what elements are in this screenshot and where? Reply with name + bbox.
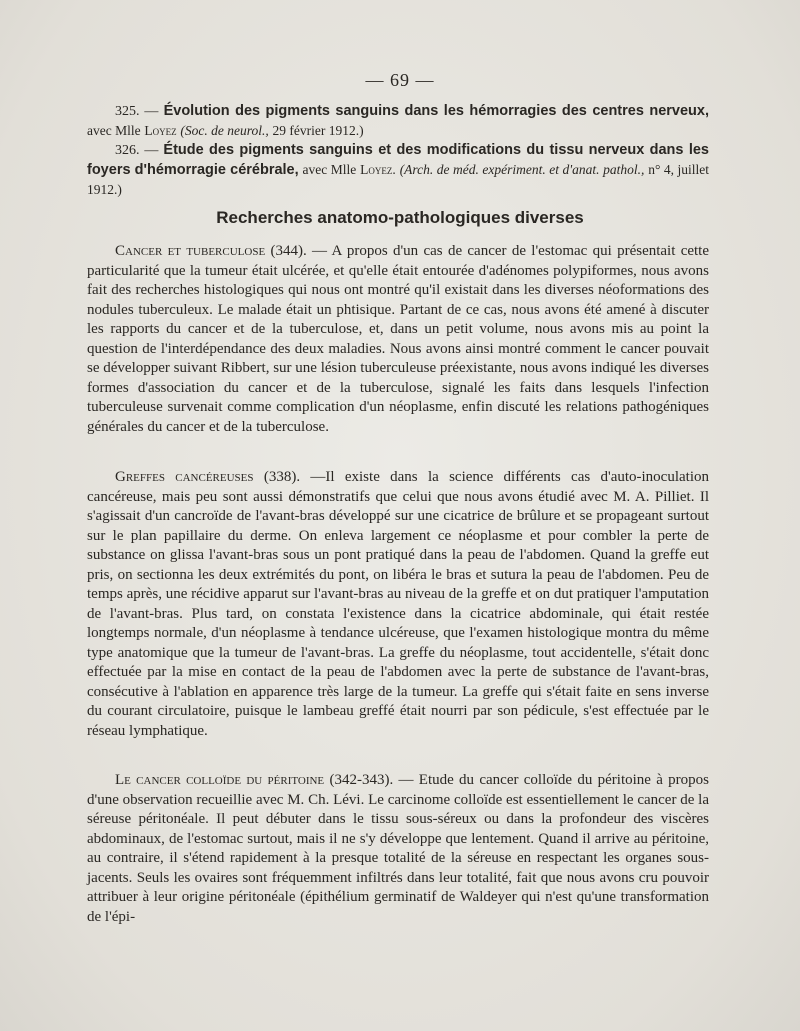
reference-date: n° 4, juillet 1912.): [87, 162, 710, 197]
reference-title: Évolution des pigments sanguins dans les hémorragies des centres nerveux,: [163, 103, 709, 119]
reference-coauthor-prefix: avec Mlle: [302, 162, 357, 177]
reference-number: 326. —: [115, 143, 159, 158]
paragraph-body: —Il existe dans la science différents cas d'auto-inoculation cancéreuse, mais peu sont aussi démonstratifs que celui que nous avons étudié avec M. A. Pilliet. Il s'agissait d'un cancroïde de l'avant-bras développé sur une cicatrice de brûlure et se propageant surtout sur le plan papillaire du derme. On enleva largement ce néoplasme et pour combler la perte de substance on glissa l'avant-bras sous un pont pratiqué dans la peau de l'abdomen. Quand la greffe eut pris, on sectionna les deux extrémités du pont, on libéra le bras et sutura la peau de l'abdomen. Peu de temps après, une récidive apparut sur l'avant-bras au niveau de la greffe et on dut pratiquer l'amputation de l'avant-bras. Plus tard, on constata l'existence dans la cicatrice abdominale, qui était restée longtemps normale, d'un néoplasme à tendance ulcéreuse, que l'examen histologique montra du même type anatomique que la tumeur de l'avant-bras. La greffe du néoplasme, tout accidentelle, s'était donc effectuée par la mise en contact de la peau de l'abdomen avec la perte de substance de l'avant-bras, consécutive à l'ablation en apparence très large de la tumeur. La greffe qui s'était faite en sens inverse du courant circulatoire, puisque le lambeau greffé était nourri par son pédicule, s'est effectuée par le réseau lymphatique.: [87, 469, 710, 739]
reference-source: (Soc. de neurol.,: [180, 123, 269, 138]
paragraph-ref: (344).: [270, 243, 307, 259]
reference-number: 325. —: [115, 104, 159, 119]
paragraph-cancer-tuberculose: [87, 242, 709, 437]
reference-title: Étude des pigments sanguins et des modifications du tissu nerveux dans les foyers d'hémorragie cérébrale,: [87, 142, 709, 178]
paragraph-lead: Greffes cancéreuses: [115, 469, 254, 485]
section-heading: Recherches anatomo-pathologiques diverses: [216, 208, 584, 227]
paragraph-cancer-colloide: [87, 771, 709, 927]
reference-325: [87, 102, 709, 141]
reference-326: [87, 141, 709, 200]
paragraph-body: — A propos d'un cas de cancer de l'estomac qui présentait cette particularité que la tumeur était ulcérée, et qu'elle était entourée d'adénomes polypiformes, nous avons fait des recherches histologiques qui nous ont montré qu'il existait dans les diverses néoformations des nodules tuberculeux. Le malade était un phtisique. Partant de ce cas, nous avons été amené à discuter les rapports du cancer et de la tuberculose, et, dans un petit volume, nous avons mis au point la question de l'interdépendance des deux maladies. Nous avons ainsi montré comment le cancer pouvait se développer suivant Ribbert, sur une lésion tuberculeuse préexistante, nous avons indiqué les diverses formes d'association du cancer et de la tuberculose, signalé les faits dans lesquels l'infection tuberculeuse survenait comme complication d'un néoplasme, enfin discuté les relations pathogéniques générales du cancer et de la tuberculose.: [87, 243, 710, 435]
paragraph-ref: (338).: [263, 469, 301, 485]
paragraph-lead: Cancer et tuberculose: [115, 243, 266, 259]
paragraph-lead: Le cancer colloïde du péritoine: [115, 772, 325, 788]
paragraph-greffes-cancereuses: [87, 468, 709, 741]
reference-source: (Arch. de méd. expériment. et d'anat. pathol.,: [399, 162, 645, 177]
reference-author: Loyez: [144, 123, 177, 138]
paragraph-body: — Etude du cancer colloïde du péritoine à propos d'une observation recueillie avec M. Ch. Lévi. Le carcinome colloïde est essentiellement le cancer de la séreuse péritonéale. Il peut débuter dans le tissu sous-séreux ou dans la profondeur des viscères abdominaux, de l'estomac surtout, mais il ne s'y développe que lentement. Quand il arrive au péritoine, au contraire, il s'étend rapidement à la presque totalité de la séreuse en respectant les organes sous-jacents. Seuls les ovaires sont fréquemment infiltrés dans leur totalité, fait que nous avons cru pouvoir attribuer à leur origine péritonéale (épithélium germinatif de Waldeyer qui n'est qu'une transformation de l'épi-: [87, 772, 710, 925]
reference-date: 29 février 1912.): [272, 123, 364, 138]
paragraph-ref: (342-343).: [329, 772, 394, 788]
reference-author: Loyez.: [360, 162, 396, 177]
page-number: — 69 —: [365, 70, 435, 90]
reference-coauthor-prefix: avec Mlle: [87, 123, 141, 138]
